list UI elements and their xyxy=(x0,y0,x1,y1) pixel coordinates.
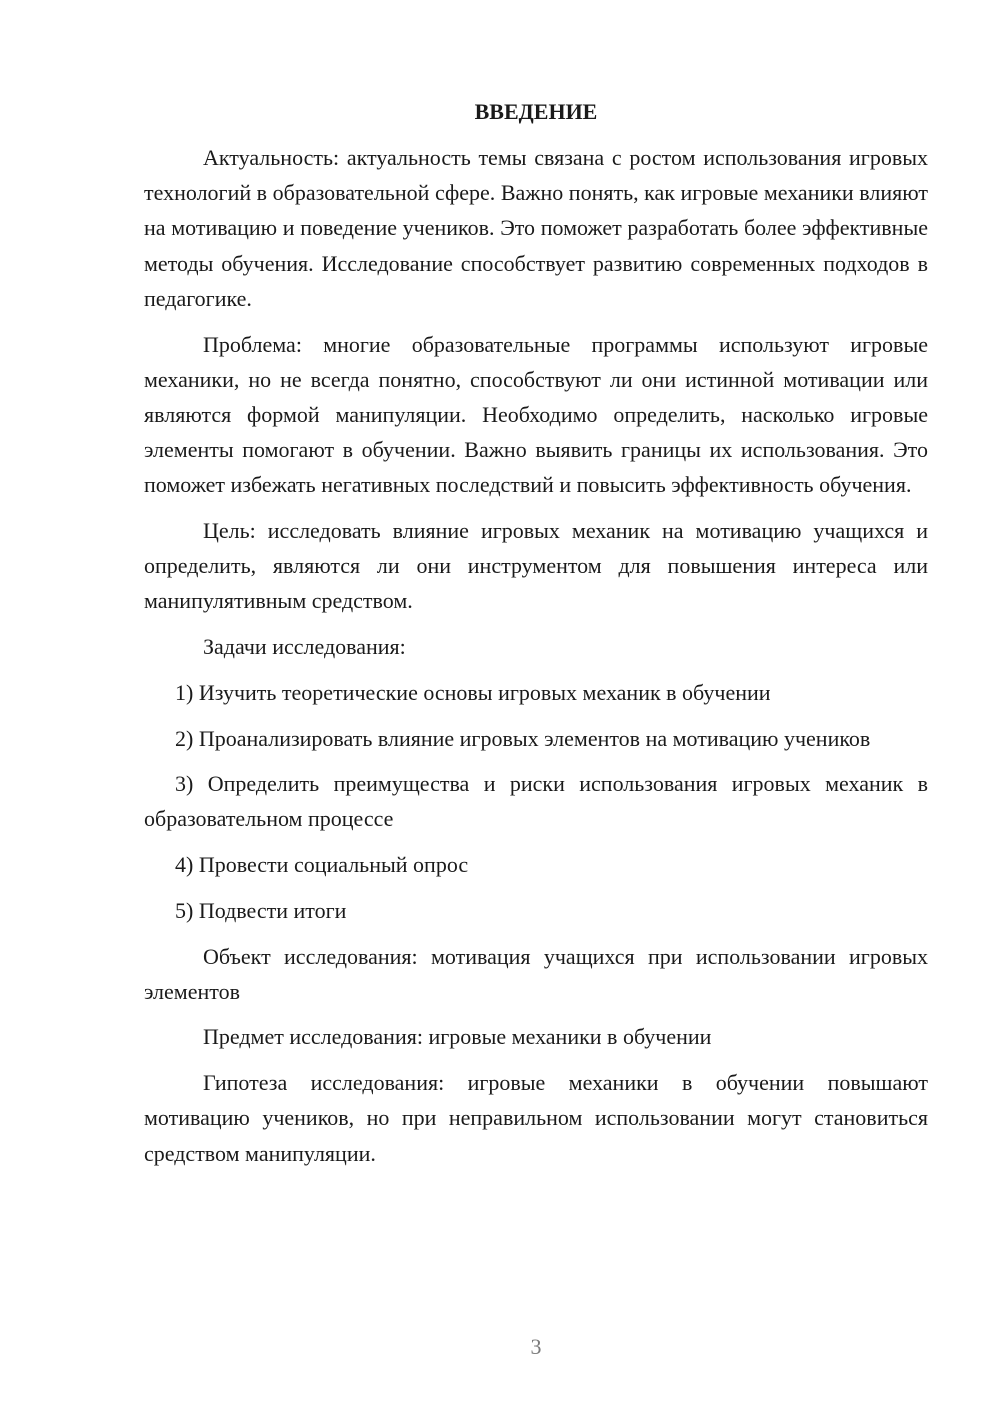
task-item-3: 3) Определить преимущества и риски использования игровых механик в образовательном процессе xyxy=(144,771,928,832)
relevance-paragraph: Актуальность: актуальность темы связана с ростом использования игровых технологий в образовательной сфере. Важно понять, как игровые механики влияют на мотивацию и поведение учеников. Это поможет разработать более эффективные методы обучения. Исследование способствует развитию современных подходов в педагогике. xyxy=(144,145,928,311)
task-item-5: 5) Подвести итоги xyxy=(175,897,347,923)
section-title: ВВЕДЕНИЕ xyxy=(474,99,598,124)
hypothesis-paragraph: Гипотеза исследования: игровые механики в обучении повышают мотивацию учеников, но при неправильном использовании могут становиться средством манипуляции. xyxy=(144,1070,928,1166)
task-item-2: 2) Проанализировать влияние игровых элементов на мотивацию учеников xyxy=(175,725,871,751)
document-body xyxy=(144,96,928,1181)
tasks-heading: Задачи исследования: xyxy=(203,634,406,660)
subject-paragraph: Предмет исследования: игровые механики в обучении xyxy=(203,1024,712,1050)
task-item-1: 1) Изучить теоретические основы игровых механик в обучении xyxy=(175,679,771,705)
task-item-4: 4) Провести социальный опрос xyxy=(175,852,469,878)
object-paragraph: Объект исследования: мотивация учащихся при использовании игровых элементов xyxy=(144,943,928,1004)
problem-paragraph: Проблема: многие образовательные программы используют игровые механики, но не всегда понятно, способствуют ли они истинной мотивации или являются формой манипуляции. Необходимо определить, насколько игровые элементы помогают в обучении. Важно выявить границы их использования. Это поможет избежать негативных последствий и повысить эффективность обучения. xyxy=(144,331,928,498)
goal-paragraph: Цель: исследовать влияние игровых механик на мотивацию учащихся и определить, являются ли они инструментом для повышения интереса или манипулятивным средством. xyxy=(144,518,928,614)
page-number: 3 xyxy=(530,1334,542,1359)
